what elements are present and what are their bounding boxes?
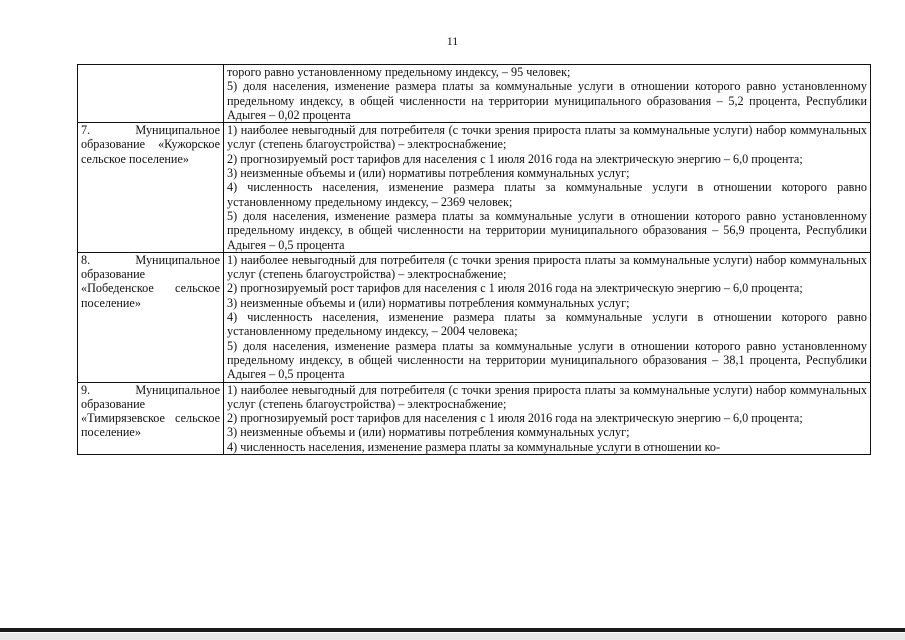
- municipality-name-cell: 8. Муниципальное образование «Победенское сельское поселение»: [78, 252, 224, 382]
- item-text: 1) наиболее невыгодный для потребителя (с точки зрения прироста платы за коммунальные услуги) набор коммунальных услуг (степень благоустройства) – электроснабжение;: [227, 252, 867, 282]
- table-row-timiryazevskoe: [78, 382, 871, 454]
- description-cell: [224, 252, 871, 382]
- scan-edge-shadow: [0, 633, 905, 640]
- item-text: 1) наиболее невыгодный для потребителя (с точки зрения прироста платы за коммунальные услуги) набор коммунальных услуг (степень благоустройства) – электроснабжение;: [227, 123, 867, 152]
- description-cell: [224, 123, 871, 253]
- municipality-name-cell: 9. Муниципальное образование «Тимирязевское сельское поселение»: [78, 382, 224, 454]
- table-row-kuzhorskoe: [78, 123, 871, 253]
- scan-edge-bar: [0, 628, 905, 632]
- description-cell: [224, 382, 871, 454]
- item-text: 1) наиболее невыгодный для потребителя (с точки зрения прироста платы за коммунальные услуги) набор коммунальных услуг (степень благоустройства) – электроснабжение;: [227, 382, 867, 411]
- municipality-name-cell: [78, 65, 224, 123]
- item-text: 2) прогнозируемый рост тарифов для населения с 1 июля 2016 года на электрическую энергию – 6,0 процента;: [227, 281, 803, 296]
- item-text: торого равно установленному предельному индексу, – 95 человек;: [227, 65, 571, 79]
- item-text: 3) неизменные объемы и (или) нормативы потребления коммунальных услуг;: [227, 166, 630, 181]
- description-cell: [224, 65, 871, 123]
- item-text: 5) доля населения, изменение размера платы за коммунальные услуги в отношении которого равно установленному предельному индексу, в общей численности на территории муниципального образования – 38,1 процента, Республики Адыгея – 0,5 процента: [227, 338, 867, 382]
- page-number: 11: [446, 34, 459, 48]
- item-text: 3) неизменные объемы и (или) нормативы потребления коммунальных услуг;: [227, 295, 630, 310]
- table-row-pobedenskoe: [78, 252, 871, 382]
- item-text: 5) доля населения, изменение размера платы за коммунальные услуги в отношении которого равно установленному предельному индексу, в общей численности на территории муниципального образования – 5,2 процента, Республики Адыгея – 0,02 процента: [227, 79, 867, 122]
- item-text: 4) численность населения, изменение размера платы за коммунальные услуги в отношении которого равно установленному предельному индексу, – 2369 человек;: [227, 180, 867, 209]
- municipal-table: [77, 64, 871, 455]
- item-text: 2) прогнозируемый рост тарифов для населения с 1 июля 2016 года на электрическую энергию – 6,0 процента;: [227, 151, 803, 166]
- item-text: 2) прогнозируемый рост тарифов для населения с 1 июля 2016 года на электрическую энергию – 6,0 процента;: [227, 411, 803, 426]
- municipality-name-cell: 7. Муниципальное образование «Кужорское сельское поселение»: [78, 123, 224, 253]
- item-text: 4) численность населения, изменение размера платы за коммунальные услуги в отношении ко-: [227, 439, 721, 454]
- item-text: 3) неизменные объемы и (или) нормативы потребления коммунальных услуг;: [227, 425, 630, 440]
- table-row-continuation: [78, 65, 871, 123]
- item-text: 5) доля населения, изменение размера платы за коммунальные услуги в отношении которого равно установленному предельному индексу, в общей численности на территории муниципального образования – 56,9 процента, Республики Адыгея – 0,5 процента: [227, 208, 867, 252]
- item-text: 4) численность населения, изменение размера платы за коммунальные услуги в отношении которого равно установленному предельному индексу, – 2004 человека;: [227, 310, 867, 339]
